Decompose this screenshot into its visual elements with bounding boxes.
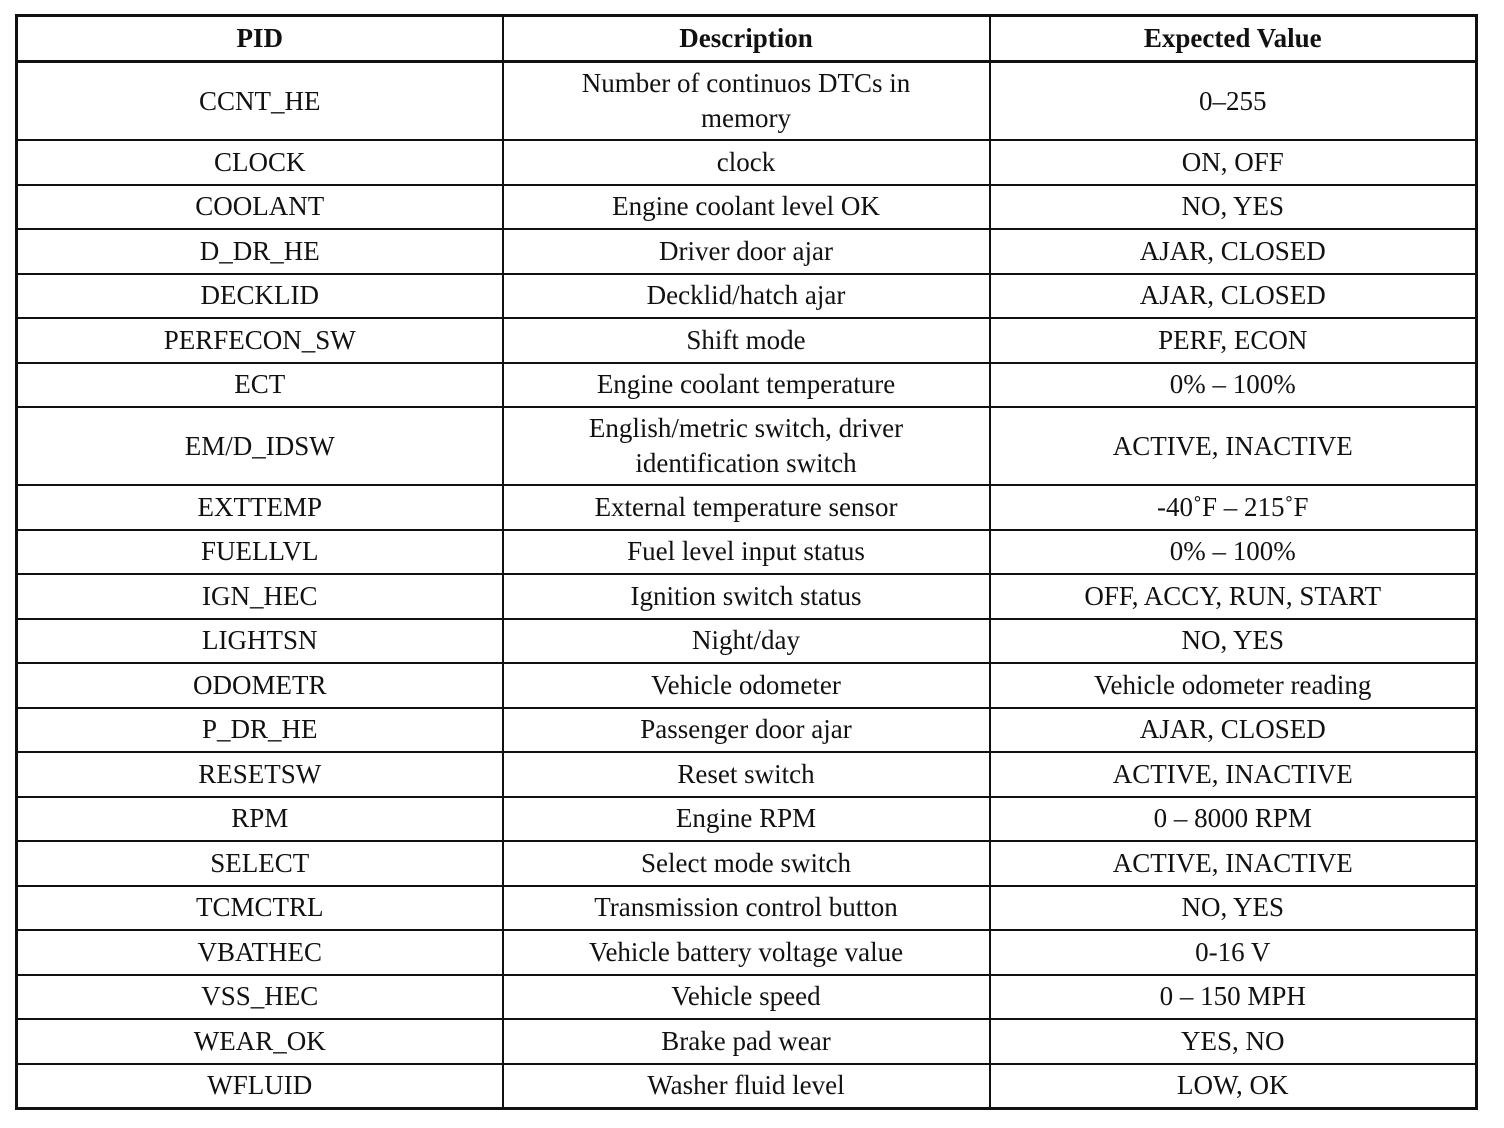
cell-description: Night/day: [503, 619, 990, 664]
table-row: [17, 1019, 1477, 1064]
cell-pid: CLOCK: [17, 140, 503, 185]
cell-expected-value: NO, YES: [990, 185, 1477, 230]
table-row: [17, 752, 1477, 797]
cell-expected-value: 0% – 100%: [990, 363, 1477, 408]
cell-expected-value: AJAR, CLOSED: [990, 708, 1477, 753]
cell-expected-value: YES, NO: [990, 1019, 1477, 1064]
table-row: [17, 229, 1477, 274]
table-row: [17, 140, 1477, 185]
cell-expected-value: NO, YES: [990, 619, 1477, 664]
cell-pid: RPM: [17, 797, 503, 842]
header-description: Description: [503, 16, 990, 62]
cell-description: Select mode switch: [503, 841, 990, 886]
cell-expected-value: 0–255: [990, 62, 1477, 141]
cell-description: Transmission control button: [503, 886, 990, 931]
table-row: [17, 185, 1477, 230]
cell-description: Washer fluid level: [503, 1064, 990, 1109]
table-row: [17, 841, 1477, 886]
cell-expected-value: AJAR, CLOSED: [990, 274, 1477, 319]
cell-description: External temperature sensor: [503, 485, 990, 530]
cell-expected-value: -40˚F – 215˚F: [990, 485, 1477, 530]
cell-pid: SELECT: [17, 841, 503, 886]
table-row: [17, 1064, 1477, 1109]
table-row: [17, 274, 1477, 319]
cell-expected-value: ACTIVE, INACTIVE: [990, 841, 1477, 886]
header-row: [17, 16, 1477, 62]
cell-pid: VBATHEC: [17, 930, 503, 975]
cell-expected-value: ON, OFF: [990, 140, 1477, 185]
table-row: [17, 975, 1477, 1020]
table-row: [17, 407, 1477, 485]
cell-description: Decklid/hatch ajar: [503, 274, 990, 319]
cell-description: Vehicle battery voltage value: [503, 930, 990, 975]
cell-pid: EXTTEMP: [17, 485, 503, 530]
cell-pid: IGN_HEC: [17, 574, 503, 619]
cell-pid: LIGHTSN: [17, 619, 503, 664]
cell-pid: FUELLVL: [17, 530, 503, 575]
cell-description: Driver door ajar: [503, 229, 990, 274]
cell-pid: ODOMETR: [17, 663, 503, 708]
table-row: [17, 62, 1477, 141]
cell-pid: CCNT_HE: [17, 62, 503, 141]
table-row: [17, 663, 1477, 708]
cell-description: Engine coolant level OK: [503, 185, 990, 230]
cell-description: Engine coolant temperature: [503, 363, 990, 408]
cell-expected-value: ACTIVE, INACTIVE: [990, 752, 1477, 797]
table-row: [17, 318, 1477, 363]
cell-expected-value: NO, YES: [990, 886, 1477, 931]
cell-description: Shift mode: [503, 318, 990, 363]
cell-pid: WEAR_OK: [17, 1019, 503, 1064]
header-pid: PID: [17, 16, 503, 62]
cell-expected-value: PERF, ECON: [990, 318, 1477, 363]
cell-expected-value: OFF, ACCY, RUN, START: [990, 574, 1477, 619]
header-expected-value: Expected Value: [990, 16, 1477, 62]
table-row: [17, 797, 1477, 842]
table-row: [17, 619, 1477, 664]
cell-description: Fuel level input status: [503, 530, 990, 575]
cell-pid: VSS_HEC: [17, 975, 503, 1020]
cell-expected-value: ACTIVE, INACTIVE: [990, 407, 1477, 485]
cell-description: [503, 62, 990, 141]
description-text: Number of continuos DTCs in memory: [581, 68, 911, 133]
cell-pid: ECT: [17, 363, 503, 408]
cell-expected-value: Vehicle odometer reading: [990, 663, 1477, 708]
table-row: [17, 530, 1477, 575]
cell-description: Engine RPM: [503, 797, 990, 842]
cell-description: Brake pad wear: [503, 1019, 990, 1064]
cell-description: Passenger door ajar: [503, 708, 990, 753]
cell-expected-value: 0-16 V: [990, 930, 1477, 975]
cell-expected-value: AJAR, CLOSED: [990, 229, 1477, 274]
cell-expected-value: 0% – 100%: [990, 530, 1477, 575]
description-text: English/metric switch, driver identification switch: [588, 413, 904, 478]
cell-expected-value: 0 – 8000 RPM: [990, 797, 1477, 842]
cell-description: Vehicle speed: [503, 975, 990, 1020]
table-row: [17, 708, 1477, 753]
table-row: [17, 574, 1477, 619]
cell-pid: RESETSW: [17, 752, 503, 797]
cell-pid: D_DR_HE: [17, 229, 503, 274]
cell-description: clock: [503, 140, 990, 185]
cell-expected-value: LOW, OK: [990, 1064, 1477, 1109]
table-row: [17, 363, 1477, 408]
cell-pid: P_DR_HE: [17, 708, 503, 753]
table-row: [17, 485, 1477, 530]
cell-pid: TCMCTRL: [17, 886, 503, 931]
cell-pid: EM/D_IDSW: [17, 407, 503, 485]
cell-description: Ignition switch status: [503, 574, 990, 619]
table-row: [17, 886, 1477, 931]
cell-expected-value: 0 – 150 MPH: [990, 975, 1477, 1020]
cell-description: Vehicle odometer: [503, 663, 990, 708]
cell-pid: PERFECON_SW: [17, 318, 503, 363]
cell-description: [503, 407, 990, 485]
table-row: [17, 930, 1477, 975]
cell-pid: COOLANT: [17, 185, 503, 230]
cell-description: Reset switch: [503, 752, 990, 797]
cell-pid: WFLUID: [17, 1064, 503, 1109]
pid-table: [15, 14, 1478, 1110]
cell-pid: DECKLID: [17, 274, 503, 319]
